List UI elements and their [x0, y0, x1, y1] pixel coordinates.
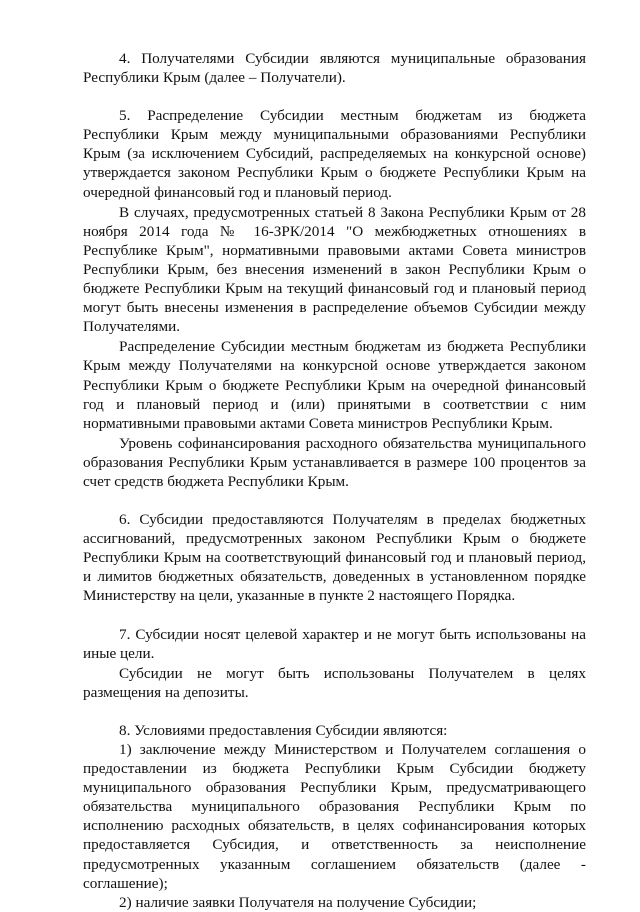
paragraph-item-7-deposits: Субсидии не могут быть использованы Получателем в целях размещения на депозиты.	[83, 664, 586, 701]
paragraph-item-5-cofinancing: Уровень софинансирования расходного обязательства муниципального образования Республики Крым устанавливается в размере 100 процентов за счет средств бюджета Республики Крым.	[83, 434, 586, 490]
paragraph-item-8: 8. Условиями предоставления Субсидии являются:	[119, 721, 448, 739]
paragraph-item-6: 6. Субсидии предоставляются Получателям в пределах бюджетных ассигнований, предусмотренных законом Республики Крым о бюджете Республики Крым на соответствующий финансовый год и плановый период, и лимитов бюджетных обязательств, доведенных в установленном порядке Министерству на цели, указанные в пункте 2 настоящего Порядка.	[83, 511, 586, 605]
document-body	[83, 49, 586, 912]
paragraph-item-5-competitive: Распределение Субсидии местным бюджетам из бюджета Республики Крым между Получателями на конкурсной основе утверждается законом Республики Крым о бюджете Республики Крым на очередной финансовый год и плановый период и (или) принятыми в соответствии с ним нормативными правовыми актами Совета министров Республики Крым.	[83, 338, 586, 432]
paragraph-item-7: 7. Субсидии носят целевой характер и не могут быть использованы на иные цели.	[83, 625, 586, 662]
paragraph-item-5: 5. Распределение Субсидии местным бюджетам из бюджета Республики Крым между муниципальными образованиями Республики Крым (за исключением Субсидий, распределяемых на конкурсной основе) утверждается законом Республики Крым о бюджете Республики Крым на очередной финансовый год и плановый период.	[83, 107, 586, 201]
paragraph-item-8-condition-2: 2) наличие заявки Получателя на получение Субсидии;	[119, 893, 477, 911]
paragraph-item-4: 4. Получателями Субсидии являются муниципальные образования Республики Крым (далее – Получатели).	[83, 50, 586, 87]
paragraph-item-5-cases: В случаях, предусмотренных статьей 8 Закона Республики Крым от 28 ноября 2014 года № 16-ЗРК/2014 "О межбюджетных отношениях в Республике Крым", нормативными правовыми актами Совета министров Республики Крым, без внесения изменений в закон Республики Крым о бюджете Республики Крым на текущий финансовый год и плановый период могут быть внесены изменения в распределение объемов Субсидии между Получателями.	[83, 203, 586, 336]
paragraph-item-8-condition-1: 1) заключение между Министерством и Получателем соглашения о предоставлении из бюджета Республики Крым Субсидии бюджету муниципального образования Республики Крым, предусматривающего обязательства муниципального образования Республики Крым по исполнению расходных обязательств, в целях софинансирования которых предоставляется Субсидия, и ответственность за неисполнение предусмотренных указанным соглашением обязательств (далее - соглашение);	[83, 741, 586, 892]
